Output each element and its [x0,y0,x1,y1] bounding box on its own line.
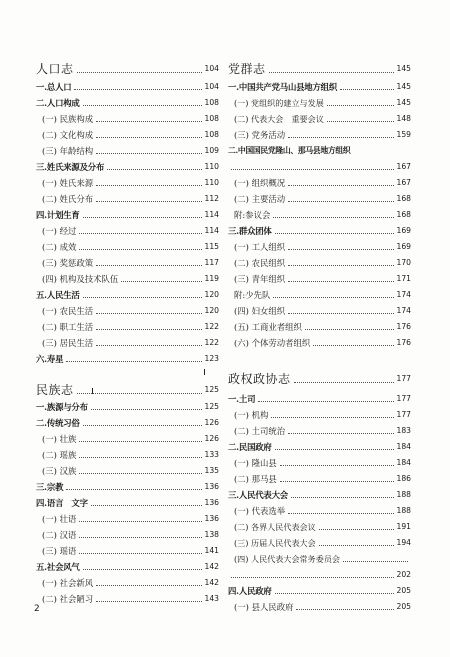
toc-item: (一) 社会新风 142 [42,578,219,588]
toc-item: (五) 工商业者组织 176 [234,322,411,332]
toc-item: 附:少先队 174 [234,290,411,300]
toc-item: (三) 居民生活 122 [42,338,219,348]
toc-item: (二) 文化构成 108 [42,130,219,140]
toc-item: (二) 土司统治 183 [234,426,411,436]
page-number: 2 [34,604,40,614]
toc-item: (二) 农民组织 170 [234,258,411,268]
toc-item: (一) 工人组织 169 [234,242,411,252]
toc-item: (一) 农民生活 120 [42,306,219,316]
toc-item: (二) 瑶族 133 [42,450,219,460]
toc-continuation: 202 [228,568,411,580]
toc-item: (四) 机构及技术队伍 119 [42,274,219,284]
print-speck [92,388,93,394]
toc-chapter: 民族志 125 [36,383,219,397]
toc-item: (一) 组织概况 167 [234,178,411,188]
toc-item: (三) 汉族 135 [42,466,219,476]
toc-item: (三) 奖惩政策 117 [42,258,219,268]
toc-item: (六) 个体劳动者组织 176 [234,338,411,348]
toc-section: 三.群众团体 169 [228,226,411,236]
toc-item: (四) 人民代表大会常务委员会 [228,552,411,564]
toc-section: 六.寿星 123 [36,354,219,364]
toc-item: (三) 历届人民代表大会 194 [234,538,411,548]
toc-item: (二) 代表大会 重要会议 148 [234,114,411,124]
toc-section: 三.人民代表大会 188 [228,490,411,500]
toc-item: (二) 社会陋习 143 [42,594,219,604]
toc-item: (二) 主要活动 168 [234,194,411,204]
toc-item: (一) 姓氏来源 110 [42,178,219,188]
toc-item: (三) 年龄结构 109 [42,146,219,156]
toc-item: (一) 壮族 126 [42,434,219,444]
toc-continuation: 167 [228,160,411,172]
toc-item: (三) 瑶语 141 [42,546,219,556]
toc-section: 二.民国政府 184 [228,442,411,452]
toc-item: (二) 那马县 186 [234,474,411,484]
toc-item: (二) 各界人民代表会议 191 [234,522,411,532]
toc-item: (一) 经过 114 [42,226,219,236]
toc-item: (二) 成效 115 [42,242,219,252]
toc-section: 一.族源与分布 125 [36,402,219,412]
toc-item: (一) 县人民政府 205 [234,602,411,612]
toc-item: (一) 民族构成 108 [42,114,219,124]
toc-section: 二.传统习俗 126 [36,418,219,428]
toc-section: 三.姓氏来源及分布 110 [36,162,219,172]
toc-section: 一.中国共产党马山县地方组织 145 [228,82,411,92]
toc-item: (二) 姓氏分布 112 [42,194,219,204]
toc-item: (一) 隆山县 184 [234,458,411,468]
toc-item: (四) 妇女组织 174 [234,306,411,316]
toc-section: 四.计划生育 114 [36,210,219,220]
toc-section: 四.语言 文字 136 [36,498,219,508]
toc-section: 五.人民生活 120 [36,290,219,300]
toc-item: (三) 党务活动 159 [234,130,411,140]
toc-item: (二) 职工生活 122 [42,322,219,332]
toc-section: 四.人民政府 205 [228,586,411,596]
toc-item: (一) 党组织的建立与发展 145 [234,98,411,108]
toc-item: 附:参议会 168 [234,210,411,220]
toc-chapter: 党群志 145 [228,62,411,76]
toc-chapter: 政权政协志 177 [228,372,411,386]
toc-chapter: 人口志 104 [36,62,219,76]
toc-section: 二.中国国民党隆山、那马县地方组织 [228,146,351,155]
toc-item: (二) 汉语 138 [42,530,219,540]
toc-section: 三.宗教 136 [36,482,219,492]
toc-item: (一) 代表选举 188 [234,506,411,516]
toc-item: (一) 壮语 136 [42,514,219,524]
toc-section: 五.社会风气 142 [36,562,219,572]
print-speck [204,369,205,375]
toc-section: 二.人口构成 108 [36,98,219,108]
toc-section: 一.土司 177 [228,394,411,404]
toc-item: (一) 机构 177 [234,410,411,420]
toc-section: 一.总人口 104 [36,82,219,92]
toc-item: (三) 青年组织 171 [234,274,411,284]
